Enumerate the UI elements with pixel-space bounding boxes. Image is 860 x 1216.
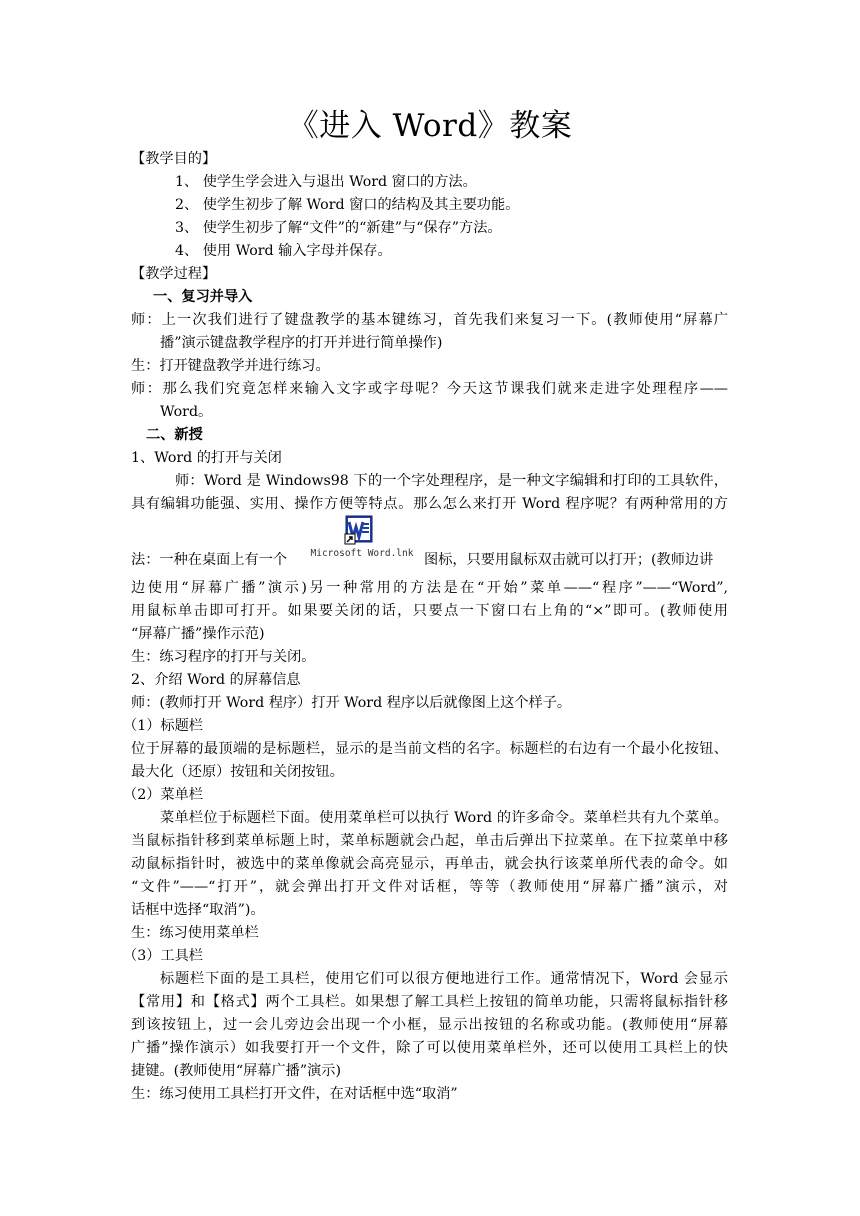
- microsoft-word-icon: [344, 515, 374, 545]
- paragraph-line: 用鼠标单击即可打开。如果要关闭的话，只要点一下窗口右上角的“×”即可。(教师使用: [131, 603, 728, 619]
- paragraph-line: “屏幕广播”操作示范): [131, 626, 265, 642]
- document-title: 《进入 Word》教案: [287, 108, 573, 144]
- paragraph-line: Word。: [160, 404, 213, 420]
- paragraph-line: 【常用】和【格式】两个工具栏。如果想了解工具栏上按钮的简单功能，只需将鼠标指针移: [131, 994, 728, 1010]
- paragraph-line: 动鼠标指针时，被选中的菜单像就会高亮显示，再单击，就会执行该菜单所代表的命令。如: [131, 856, 728, 872]
- paragraph-line: 师：(教师打开 Word 程序）打开 Word 程序以后就像图上这个样子。: [131, 695, 572, 711]
- paragraph-line: 师：Word 是 Windows98 下的一个字处理程序，是一种文字编辑和打印的工具软件，: [175, 473, 728, 489]
- paragraph-line: 菜单栏位于标题栏下面。使用菜单栏可以执行 Word 的许多命令。菜单栏共有九个菜单。: [160, 810, 728, 826]
- goal-item: 4、 使用 Word 输入字母并保存。: [175, 243, 392, 259]
- goals-heading: 【教学目的】: [131, 151, 217, 167]
- paragraph-line: 生：打开键盘教学并进行练习。: [131, 358, 330, 374]
- paragraph-line: 生：练习使用工具栏打开文件，在对话框中选“取消”: [131, 1086, 458, 1102]
- subsection-heading: （2）菜单栏: [123, 787, 203, 803]
- paragraph-line: 广播”操作演示）如我要打开一个文件，除了可以使用菜单栏外，还可以使用工具栏上的快: [131, 1040, 728, 1056]
- goal-item: 1、 使学生学会进入与退出 Word 窗口的方法。: [175, 174, 477, 190]
- paragraph-line: 具有编辑功能强、实用、操作方便等特点。那么怎么来打开 Word 程序呢？有两种常用的方: [131, 496, 728, 512]
- section-heading: 1、Word 的打开与关闭: [131, 450, 282, 466]
- paragraph-line: 图标，只要用鼠标双击就可以打开；(教师边讲: [424, 552, 714, 568]
- subsection-heading: （3）工具栏: [123, 948, 203, 964]
- paragraph-line: 到该按钮上，过一会儿旁边会出现一个小框，显示出按钮的名称或功能。(教师使用“屏幕: [131, 1017, 728, 1033]
- paragraph-line: 法：一种在桌面上有一个: [131, 552, 288, 568]
- paragraph-line: 师：那么我们究竟怎样来输入文字或字母呢？今天这节课我们就来走进字处理程序——: [131, 381, 728, 397]
- paragraph-line: 师：上一次我们进行了键盘教学的基本键练习，首先我们来复习一下。(教师使用“屏幕广: [131, 312, 728, 328]
- new-lesson-heading: 二、新授: [146, 427, 203, 443]
- subsection-heading: （1）标题栏: [123, 718, 203, 734]
- section-heading: 2、介绍 Word 的屏幕信息: [131, 672, 301, 688]
- paragraph-line: 当鼠标指针移到菜单标题上时，菜单标题就会凸起，单击后弹出下拉菜单。在下拉菜单中移: [131, 833, 728, 849]
- paragraph-line: 捷键。(教师使用“屏幕广播”演示): [131, 1063, 342, 1079]
- paragraph-line: 最大化（还原）按钮和关闭按钮。: [131, 764, 344, 780]
- paragraph-line: 生：练习使用菜单栏: [131, 925, 259, 941]
- review-heading: 一、复习并导入: [153, 289, 253, 305]
- paragraph-line: 位于屏幕的最顶端的是标题栏，显示的是当前文档的名字。标题栏的右边有一个最小化按钮、: [131, 741, 728, 757]
- shortcut-label: Microsoft Word.lnk: [310, 548, 414, 559]
- paragraph-line: 标题栏下面的是工具栏，使用它们可以很方便地进行工作。通常情况下，Word 会显示: [160, 971, 728, 987]
- goal-item: 2、 使学生初步了解 Word 窗口的结构及其主要功能。: [175, 197, 520, 213]
- paragraph-line: 边使用“屏幕广播”演示)另一种常用的方法是在“开始”菜单——“程序”——“Word”,: [131, 580, 728, 596]
- paragraph-line: 话框中选择“取消”)。: [131, 902, 265, 918]
- word-shortcut[interactable]: [306, 515, 418, 563]
- goal-item: 3、 使学生初步了解“文件”的“新建”与“保存”方法。: [175, 220, 502, 236]
- process-heading: 【教学过程】: [131, 266, 217, 282]
- paragraph-line: “文件”——“打开”，就会弹出打开文件对话框，等等（教师使用“屏幕广播”演示，对: [131, 879, 728, 895]
- paragraph-line: 生：练习程序的打开与关闭。: [131, 649, 316, 665]
- paragraph-line: 播”演示键盘教学程序的打开并进行简单操作): [160, 335, 443, 351]
